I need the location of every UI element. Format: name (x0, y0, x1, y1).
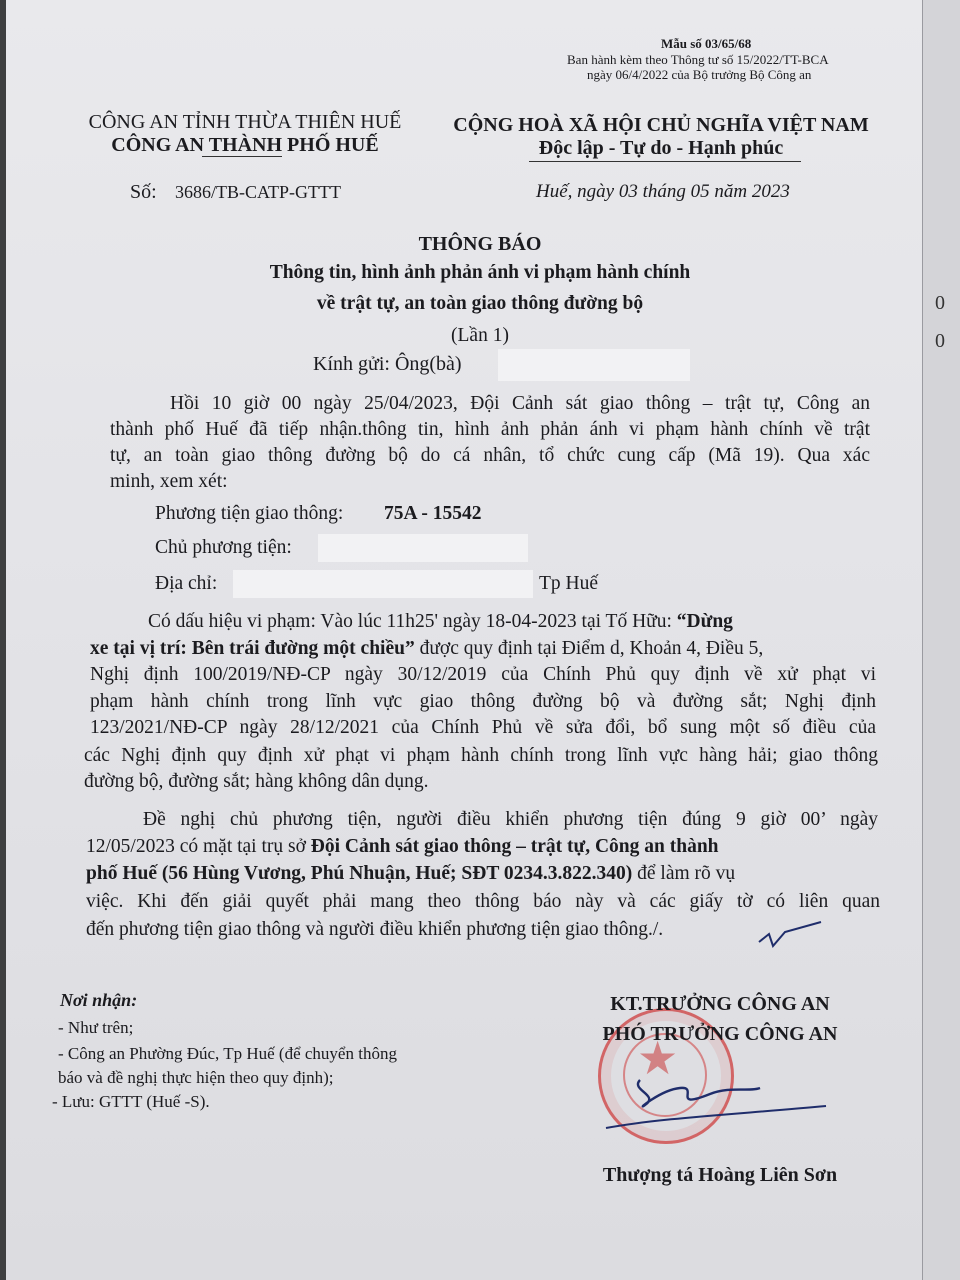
form-issued-date: ngày 06/4/2022 của Bộ trưởng Bộ Công an (587, 67, 812, 82)
request-line-1: Đề nghị chủ phương tiện, người điều khiển phương tiện đúng 9 giờ 00’ ngày (143, 809, 878, 830)
request-line-4: việc. Khi đến giải quyết phải mang theo thông báo này và các giấy tờ có liên quan (86, 891, 880, 912)
violation-line-4: phạm hành chính trong lĩnh vực giao thông đường bộ và đường sắt; Nghị định (90, 691, 876, 712)
agency-underline (202, 156, 282, 157)
agency-name: CÔNG AN THÀNH PHỐ HUẾ (111, 134, 379, 156)
signer-name: Thượng tá Hoàng Liên Sơn (602, 1164, 838, 1186)
violation-line-3: Nghị định 100/2019/NĐ-CP ngày 30/12/2019 của Chính Phủ quy định về xử phạt vi (90, 664, 876, 685)
pen-tick-icon (755, 912, 825, 952)
paragraph-1-line-2: thành phố Huế đã tiếp nhận.thông tin, hình ảnh phản ánh vi phạm hành chính về trật (110, 419, 870, 440)
place-date: Huế, ngày 03 tháng 05 năm 2023 (536, 181, 790, 202)
address-label: Địa chỉ: (155, 573, 218, 594)
violation-line-1: Có dấu hiệu vi phạm: Vào lúc 11h25' ngày 18-04-2023 tại Tố Hữu: “Dừng (148, 611, 733, 632)
vehicle-label: Phương tiện giao thông: (155, 503, 344, 524)
violation-line-6: các Nghị định quy định xử phạt vi phạm hành chính trong lĩnh vực hàng hải; giao thông (84, 745, 878, 766)
notice-title: THÔNG BÁO (418, 233, 542, 255)
national-motto: Độc lập - Tự do - Hạnh phúc (538, 137, 784, 159)
agency-parent: CÔNG AN TỈNH THỪA THIÊN HUẾ (88, 111, 402, 133)
paragraph-1-line-3: tự, an toàn giao thông đường bộ do cá nhân, tổ chức cung cấp (Mã 19). Qua xác (110, 445, 870, 466)
redacted-owner (318, 534, 528, 562)
country-name: CỘNG HOÀ XÃ HỘI CHỦ NGHĨA VIỆT NAM (453, 114, 869, 136)
notice-round: (Lần 1) (451, 325, 509, 346)
recipients-item-1: - Như trên; (58, 1018, 134, 1037)
redacted-recipient (498, 349, 690, 381)
recipient-label: Kính gửi: Ông(bà) (313, 353, 462, 375)
notice-subtitle-1: Thông tin, hình ảnh phản ánh vi phạm hành chính (269, 262, 691, 283)
form-number: Mẫu số 03/65/68 (661, 36, 752, 51)
violation-line-5: 123/2021/NĐ-CP ngày 28/12/2021 của Chính Phủ về sửa đổi, bổ sung một số điều của (90, 717, 876, 738)
recipients-heading: Nơi nhận: (60, 990, 138, 1010)
violation-line-2: xe tại vị trí: Bên trái đường một chiều” được quy định tại Điểm d, Khoản 4, Điều 5, (90, 638, 764, 659)
violation-line-7: đường bộ, đường sắt; hàng không dân dụng. (84, 771, 429, 792)
vehicle-plate: 75A - 15542 (384, 503, 482, 524)
redacted-address (233, 570, 533, 598)
handwritten-signature (600, 1050, 830, 1140)
signature-title-1: KT.TRƯỞNG CÔNG AN (610, 993, 830, 1015)
recipients-item-2-line-1: - Công an Phường Đúc, Tp Huế (để chuyển thông (58, 1044, 397, 1063)
owner-label: Chủ phương tiện: (155, 537, 292, 558)
address-city: Tp Huế (539, 573, 599, 594)
motto-underline (529, 161, 801, 162)
recipients-item-2-line-2: báo và đề nghị thực hiện theo quy định); (58, 1068, 334, 1087)
request-line-5: đến phương tiện giao thông và người điều khiển phương tiện giao thông./. (86, 919, 664, 940)
edge-artifact: 0 (935, 292, 945, 314)
notice-subtitle-2: về trật tự, an toàn giao thông đường bộ (316, 293, 644, 314)
official-stamp: ★ (598, 1008, 734, 1144)
request-line-3: phố Huế (56 Hùng Vương, Phú Nhuận, Huế; SĐT 0234.3.822.340) để làm rõ vụ (86, 863, 736, 884)
recipients-item-3: - Lưu: GTTT (Huế -S). (52, 1092, 210, 1111)
paragraph-1-line-4: minh, xem xét: (110, 471, 228, 492)
signature-title-2: PHÓ TRƯỞNG CÔNG AN (602, 1023, 838, 1045)
edge-artifact: 0 (935, 330, 945, 352)
request-line-2: 12/05/2023 có mặt tại trụ sở Đội Cảnh sát giao thông – trật tự, Công an thành (86, 836, 719, 857)
paragraph-1-line-1: Hồi 10 giờ 00 ngày 25/04/2023, Đội Cảnh sát giao thông – trật tự, Công an (170, 393, 870, 414)
form-issued-by: Ban hành kèm theo Thông tư số 15/2022/TT-BCA (567, 52, 829, 67)
adjacent-page (922, 0, 960, 1280)
doc-number: 3686/TB-CATP-GTTT (175, 182, 341, 202)
doc-number-label: Số: (130, 181, 157, 203)
